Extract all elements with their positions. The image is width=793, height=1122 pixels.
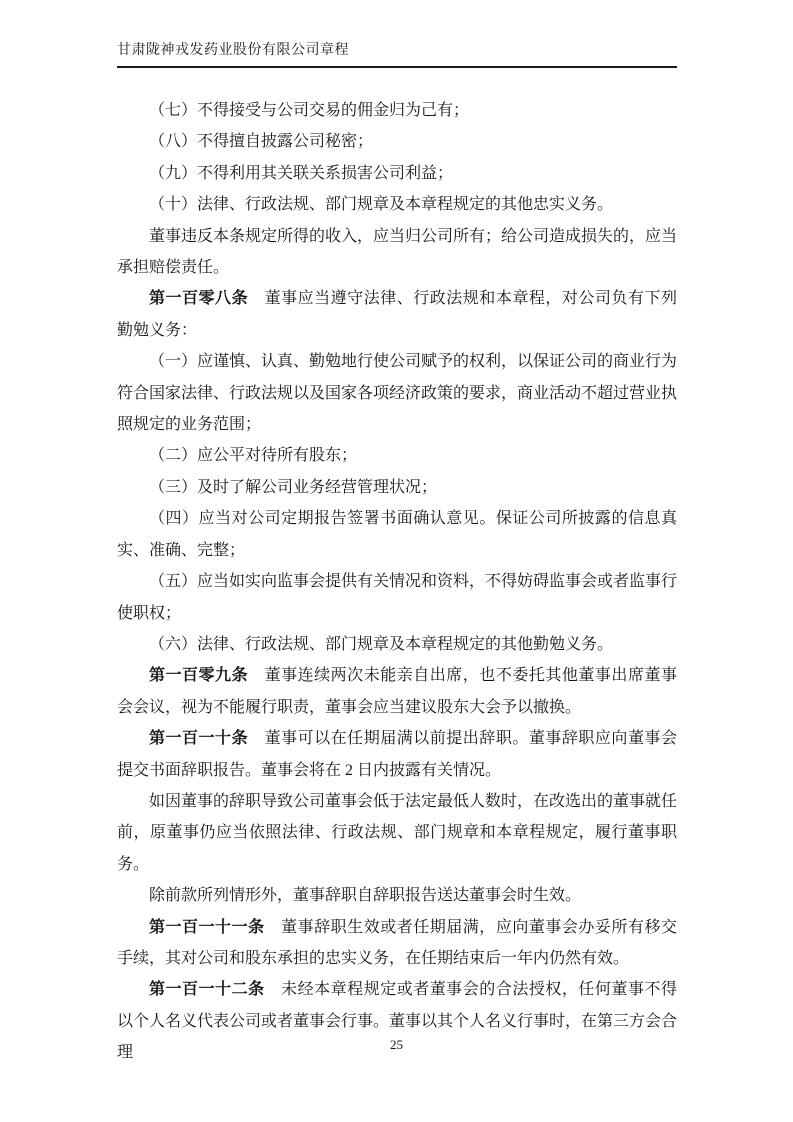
- header-title: 甘肃陇神戎发药业股份有限公司章程: [117, 43, 349, 58]
- document-body: [117, 95, 677, 1069]
- paragraph: [117, 503, 677, 566]
- paragraph: [117, 566, 677, 629]
- paragraph-text: （三）及时了解公司业务经营管理状况；: [149, 478, 438, 496]
- paragraph: [117, 346, 677, 440]
- article-paragraph: [117, 660, 677, 723]
- paragraph-text: 董事可以在任期届满以前提出辞职。董事辞职应向董事会提交书面辞职报告。董事会将在 2 日内披露有关情况。: [117, 730, 677, 779]
- paragraph-text: （八）不得擅自披露公司秘密；: [149, 133, 374, 151]
- paragraph: [117, 440, 677, 471]
- paragraph-text: （五）应当如实向监事会提供有关情况和资料，不得妨碍监事会或者监事行使职权；: [117, 573, 678, 622]
- paragraph-text: 未经本章程规定或者董事会的合法授权，任何董事不得以个人名义代表公司或者董事会行事。董事以其个人名义行事时，在第三方会合理: [117, 981, 678, 1062]
- page-number: 25: [390, 1037, 403, 1052]
- paragraph: [117, 472, 677, 503]
- paragraph-text: （一）应谨慎、认真、勤勉地行使公司赋予的权利，以保证公司的商业行为符合国家法律、行政法规以及国家各项经济政策的要求，商业活动不超过营业执照规定的业务范围；: [117, 353, 678, 434]
- page-footer: [0, 1036, 793, 1054]
- paragraph: [117, 95, 677, 126]
- paragraph-text: （十）法律、行政法规、部门规章及本章程规定的其他忠实义务。: [149, 196, 614, 214]
- paragraph-text: 如因董事的辞职导致公司董事会低于法定最低人数时，在改选出的董事就任前，原董事仍应当依照法律、行政法规、部门规章和本章程规定，履行董事职务。: [117, 792, 678, 873]
- article-paragraph: [117, 283, 677, 346]
- article-number: 第一百一十条: [149, 730, 265, 748]
- article-paragraph: [117, 912, 677, 975]
- paragraph-text: （七）不得接受与公司交易的佣金归为己有；: [149, 102, 470, 119]
- paragraph-text: （二）应公平对待所有股东；: [149, 447, 358, 465]
- paragraph: [117, 880, 677, 911]
- article-number: 第一百零八条: [149, 290, 265, 308]
- article-paragraph: [117, 723, 677, 786]
- paragraph-text: 董事应当遵守法律、行政法规和本章程，对公司负有下列勤勉义务：: [117, 290, 677, 339]
- paragraph-text: （四）应当对公司定期报告签署书面确认意见。保证公司所披露的信息真实、准确、完整；: [117, 510, 677, 559]
- paragraph-text: 除前款所列情形外，董事辞职自辞职报告送达董事会时生效。: [149, 887, 582, 905]
- paragraph-text: （六）法律、行政法规、部门规章及本章程规定的其他勤勉义务。: [149, 635, 614, 653]
- document-header: [117, 42, 677, 68]
- paragraph-text: （九）不得利用其关联关系损害公司利益；: [149, 164, 454, 182]
- paragraph: [117, 786, 677, 880]
- article-paragraph: [117, 974, 677, 1068]
- article-number: 第一百一十二条: [149, 981, 282, 999]
- paragraph: [117, 158, 677, 189]
- article-number: 第一百零九条: [149, 667, 265, 685]
- article-number: 第一百一十一条: [149, 918, 282, 936]
- paragraph: [117, 629, 677, 660]
- paragraph-text: 董事连续两次未能亲自出席，也不委托其他董事出席董事会会议，视为不能履行职责，董事会应当建议股东大会予以撤换。: [117, 667, 677, 716]
- paragraph: [117, 189, 677, 220]
- paragraph-text: 董事违反本条规定所得的收入，应当归公司所有；给公司造成损失的，应当承担赔偿责任。: [117, 227, 678, 277]
- paragraph: [117, 126, 677, 157]
- paragraph: [117, 221, 677, 284]
- paragraph-text: 董事辞职生效或者任期届满，应向董事会办妥所有移交手续，其对公司和股东承担的忠实义务，在任期结束后一年内仍然有效。: [117, 918, 677, 967]
